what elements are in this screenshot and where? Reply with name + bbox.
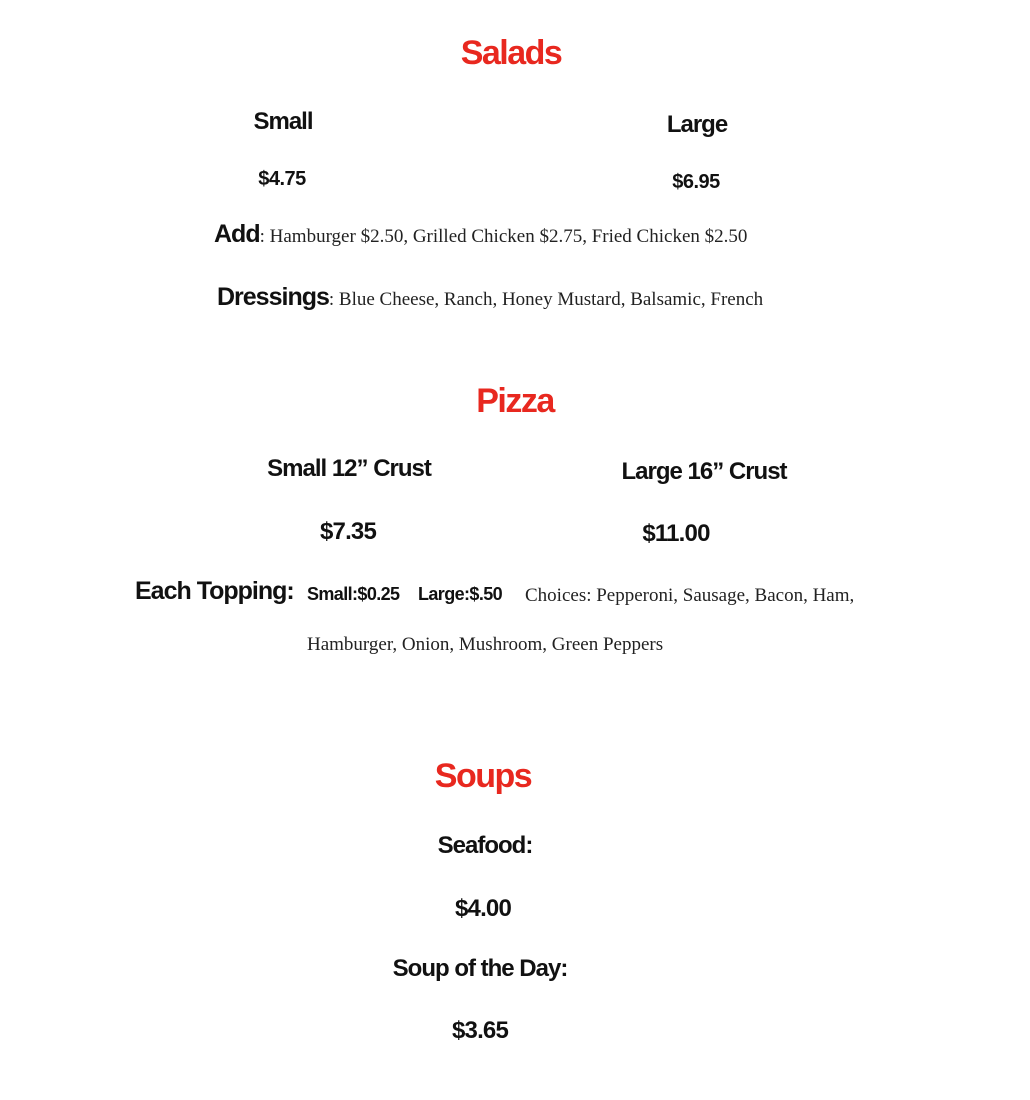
salads-small-price: $4.75	[258, 168, 306, 190]
salads-title: Salads	[460, 34, 562, 72]
pizza-choices-line1: Choices: Pepperoni, Sausage, Bacon, Ham,	[525, 585, 855, 606]
pizza-small-label: Small 12” Crust	[267, 455, 431, 482]
soups-seafood-label: Seafood:	[437, 832, 533, 859]
pizza-small-price: $7.35	[319, 518, 377, 545]
salads-dressings-line	[217, 283, 763, 312]
pizza-topping-small: Small:$0.25	[307, 584, 400, 604]
salads-dressings-label: Dressings	[217, 283, 329, 311]
salads-add-label: Add	[214, 220, 260, 248]
soups-soup-of-day-price: $3.65	[451, 1017, 509, 1044]
salads-large-label: Large	[666, 111, 728, 138]
salads-dressings-text: : Blue Cheese, Ranch, Honey Mustard, Balsamic, French	[328, 289, 764, 310]
soups-seafood-price: $4.00	[454, 895, 512, 922]
soups-soup-of-day-label: Soup of the Day:	[392, 955, 568, 982]
pizza-large-price: $11.00	[642, 520, 710, 547]
soups-title: Soups	[434, 757, 532, 795]
pizza-topping-large: Large:$.50	[418, 584, 503, 604]
pizza-topping-label: Each Topping:	[135, 577, 294, 605]
salads-add-text: : Hamburger $2.50, Grilled Chicken $2.75, Fried Chicken $2.50	[259, 226, 748, 247]
salads-add-line	[214, 220, 747, 249]
salads-small-label: Small	[253, 108, 313, 135]
pizza-large-label: Large 16” Crust	[621, 458, 787, 485]
pizza-title: Pizza	[476, 382, 554, 420]
pizza-choices-line2: Hamburger, Onion, Mushroom, Green Peppers	[307, 634, 664, 655]
salads-large-price: $6.95	[672, 171, 720, 193]
